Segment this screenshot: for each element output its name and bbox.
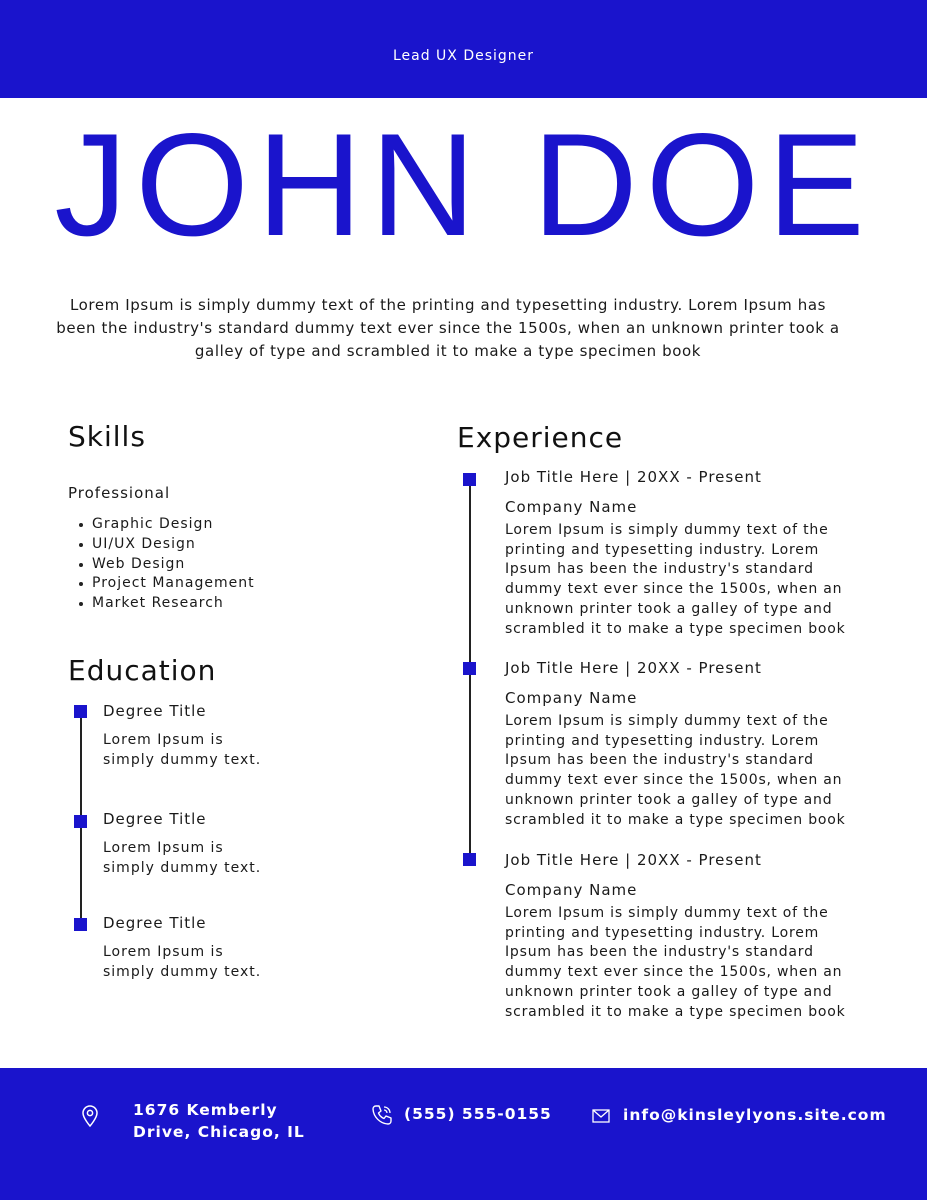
phone-icon — [371, 1104, 393, 1130]
skills-subheading: Professional — [68, 484, 171, 502]
timeline-marker — [74, 705, 87, 718]
job-title: Job Title Here | 20XX - Present — [505, 659, 762, 677]
degree-description: Lorem Ipsum is simply dummy text. — [103, 944, 262, 980]
contact-phone[interactable]: (555) 555-0155 — [404, 1105, 552, 1123]
job-title: Job Title Here | 20XX - Present — [505, 851, 762, 869]
skill-item: Market Research — [74, 594, 255, 614]
job-description: Lorem Ipsum is simply dummy text of the printing and typesetting industry. Lorem Ipsum has been the industry's standard dummy text ever since the 1500s, when an unknown printer took a galley of type and scrambled it to make a type specimen book — [505, 713, 846, 828]
contact-footer — [0, 1068, 927, 1200]
skill-item: Web Design — [74, 555, 255, 575]
company-name: Company Name — [505, 498, 638, 516]
timeline-marker — [463, 853, 476, 866]
job-description: Lorem Ipsum is simply dummy text of the printing and typesetting industry. Lorem Ipsum has been the industry's standard dummy text ever since the 1500s, when an unknown printer took a galley of type and scrambled it to make a type specimen book — [505, 905, 846, 1020]
education-entry — [103, 702, 363, 770]
skills-list — [74, 515, 255, 614]
experience-entry — [505, 468, 870, 639]
experience-heading: Experience — [457, 421, 624, 454]
degree-title: Degree Title — [103, 810, 207, 828]
experience-entry — [505, 659, 870, 830]
skills-heading: Skills — [68, 420, 146, 453]
education-entry — [103, 914, 363, 982]
experience-entry — [505, 851, 870, 1022]
timeline-marker — [463, 473, 476, 486]
job-description: Lorem Ipsum is simply dummy text of the printing and typesetting industry. Lorem Ipsum has been the industry's standard dummy text ever since the 1500s, when an unknown printer took a galley of type and scrambled it to make a type specimen book — [505, 522, 846, 637]
candidate-name: JOHN DOE — [54, 103, 873, 266]
degree-title: Degree Title — [103, 702, 207, 720]
skill-item: UI/UX Design — [74, 535, 255, 555]
timeline-marker — [463, 662, 476, 675]
profile-summary: Lorem Ipsum is simply dummy text of the printing and typesetting industry. Lorem Ipsum has been the industry's standard dummy text ever since the 1500s, when an unknown printer took a galley of type and scrambled it to make a type specimen book — [56, 296, 840, 360]
company-name: Company Name — [505, 689, 638, 707]
envelope-icon — [592, 1108, 610, 1127]
contact-email[interactable]: info@kinsleylyons.site.com — [623, 1106, 887, 1124]
skill-item: Graphic Design — [74, 515, 255, 535]
skill-item: Project Management — [74, 574, 255, 594]
contact-address: 1676 Kemberly Drive, Chicago, IL — [133, 1101, 305, 1141]
location-pin-icon — [80, 1104, 100, 1132]
job-title: Job Title Here | 20XX - Present — [505, 468, 762, 486]
degree-description: Lorem Ipsum is simply dummy text. — [103, 840, 262, 876]
timeline-marker — [74, 815, 87, 828]
degree-title: Degree Title — [103, 914, 207, 932]
degree-description: Lorem Ipsum is simply dummy text. — [103, 732, 262, 768]
timeline-marker — [74, 918, 87, 931]
header-band — [0, 0, 927, 98]
education-entry — [103, 810, 363, 878]
job-role: Lead UX Designer — [392, 48, 535, 64]
education-heading: Education — [68, 654, 217, 687]
company-name: Company Name — [505, 881, 638, 899]
